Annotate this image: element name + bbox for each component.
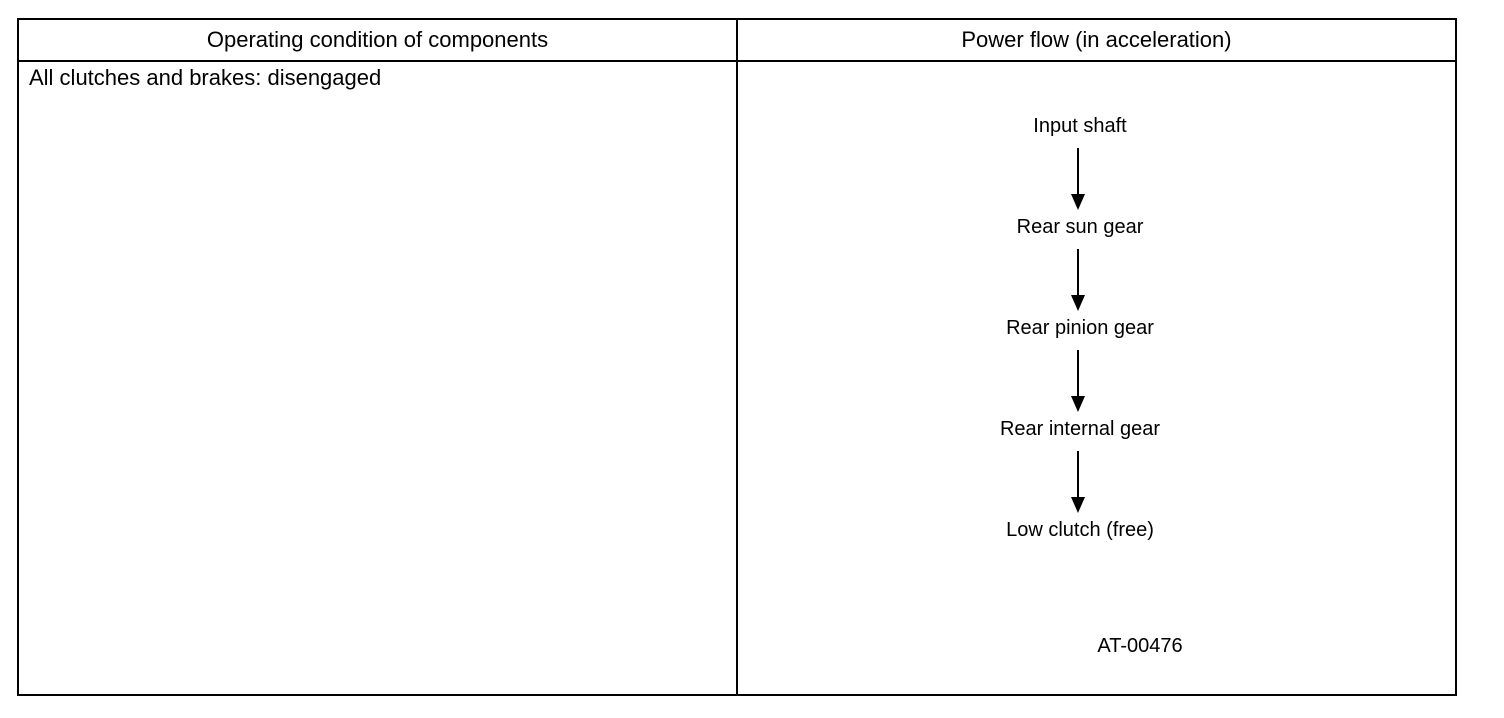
flow-arrow-4 — [1071, 451, 1085, 513]
flow-node-input-shaft: Input shaft — [1033, 115, 1127, 137]
header-power-flow: Power flow (in acceleration) — [961, 27, 1232, 52]
flow-node-rear-internal-gear: Rear internal gear — [999, 418, 1161, 440]
flow-arrow-2 — [1071, 249, 1085, 311]
flow-arrow-3 — [1071, 350, 1085, 412]
header-operating-condition: Operating condition of components — [206, 27, 549, 52]
column-divider — [736, 18, 738, 696]
flow-node-rear-pinion-gear: Rear pinion gear — [1006, 317, 1154, 339]
flow-node-rear-sun-gear: Rear sun gear — [1016, 216, 1144, 238]
flow-arrow-1 — [1071, 148, 1085, 210]
operating-condition-text: All clutches and brakes: disengaged — [29, 65, 382, 90]
flow-node-low-clutch: Low clutch (free) — [1006, 519, 1154, 541]
header-row-divider — [17, 60, 1457, 62]
figure-code: AT-00476 — [1097, 635, 1183, 657]
